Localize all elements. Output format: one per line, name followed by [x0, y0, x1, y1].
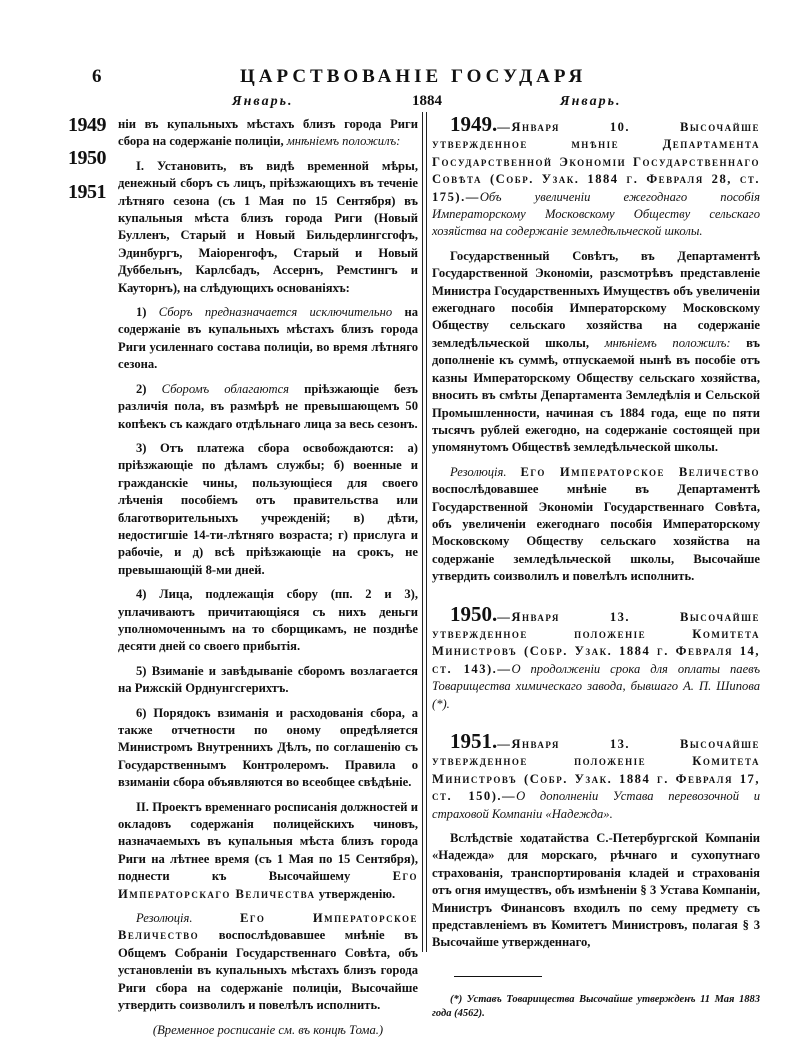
footnote: (*) Уставъ Товарищества Высочайше утвержденъ 11 Мая 1883 года (4562).: [432, 993, 760, 1019]
text: Объ увеличеніи ежегоднаго пособія Императорскому Московскому Обществу сельскаго хозяйства на содержаніе земледѣльческой школы.: [432, 189, 760, 239]
paragraph: 6) Порядокъ взиманія и расходованія сбора, а также отчетности по оному опредѣляется Министромъ Внутреннихъ Дѣлъ, по соглашенію съ Государственнымъ Контролеромъ. Правила о взиманіи сбора объявляются во всеобщее свѣдѣніе.: [118, 705, 418, 790]
entry-1950-heading: [432, 601, 760, 713]
paragraph: [118, 116, 418, 151]
text: воспослѣдовавшее мнѣніе въ Департаментѣ Государственной Экономіи Государственнаго Совѣта, объ увеличеніи ежегоднаго пособія Императорскому Московскому Обществу сельскаго хозяйства на содержаніе земледѣльческой школы, Высочайше утвердить соизволилъ и повелѣлъ исполнить.: [432, 482, 760, 584]
right-column: [432, 112, 760, 1021]
text: пріѣзжающіе безъ различія пола, въ размѣрѣ не превышающемъ 50 копѣекъ съ каждаго отдѣльнаго лица за весь сезонъ.: [118, 381, 418, 431]
year: 1884: [412, 93, 442, 109]
text: въ дополненіе къ суммѣ, отпускаемой нынѣ въ пособіе отъ казны Императорскому Обществу сельскаго хозяйства, вносить въ смѣты Департамента Земледѣлія и Сельской Промышленности, начиная съ 1884 года, еще по пяти тысячъ рублей ежегодно, на содержаніе состоящей при упомянутомъ Обществѣ земледѣльческой школы.: [432, 335, 760, 455]
text: мнѣніемъ положилъ:: [286, 134, 401, 149]
text: Государственный Совѣтъ, въ Департаментѣ Государственной Экономіи, разсмотрѣвъ представленіе Министра Государственныхъ Имуществъ объ увеличеніи ежегоднаго пособія Императорскому Московскому Обществу сельскаго хозяйства на содержаніе земледѣльческой школы,: [432, 248, 760, 350]
entry-number: 1951.: [450, 729, 498, 753]
resolution: [432, 464, 760, 586]
text: О дополненіи Устава перевозочной и страховой Компаніи «Надежда».: [432, 789, 760, 821]
margin-number-1950: 1950: [68, 147, 106, 169]
resolution: [118, 910, 418, 1014]
entry-1949-heading: [432, 112, 760, 241]
text: Резолюція.: [450, 464, 507, 479]
entry-number: 1950.: [450, 601, 498, 626]
text: 1): [136, 305, 159, 320]
paragraph: [118, 304, 418, 374]
month-left: Январь.: [232, 94, 294, 109]
text: Сборъ предназначается исключительно: [158, 305, 393, 320]
paragraph: [118, 799, 418, 903]
page-number: 6: [92, 66, 102, 87]
text: Резолюція.: [136, 911, 193, 926]
note: (Временное росписаніе см. въ концѣ Тома.): [152, 1022, 384, 1037]
paragraph: Вслѣдствіе ходатайства С.-Петербургской Компаніи «Надежда» для морскаго, рѣчнаго и сухопутнаго страхованія, транспортированія кладей и страхованія отъ огня имуществъ, объ измѣненіи § 3 Устава Компаніи, Министръ Финансовъ входилъ по сему предмету съ представленіемъ въ Комитетъ Министровъ, полагая § 3 Высочайше утвержденнаго,: [432, 831, 760, 950]
entry-number: 1949.: [450, 112, 498, 136]
running-title: ЦАРСТВОВАНІЕ ГОСУДАРЯ: [240, 66, 587, 87]
text: на содержаніе въ купальныхъ мѣстахъ близъ города Риги усиленнаго состава полиціи, во время лѣтняго сезона.: [118, 305, 419, 372]
text: Его Императорскаго Величества: [118, 869, 418, 901]
text: мнѣніемъ положилъ:: [604, 335, 731, 350]
text: ніи въ купальныхъ мѣстахъ близъ города Риги сбора на содержаніе полиціи,: [118, 117, 418, 149]
paragraph: [118, 381, 418, 433]
margin-number-1951: 1951: [68, 181, 106, 203]
left-column: [118, 116, 418, 1046]
text: —Января 13. Высочайше утвержденное положеніе Комитета Министровъ (Собр. Узак. 1884 г. Февраля 17, ст. 150).—: [432, 737, 760, 804]
text: Его Императорское Величество: [506, 464, 760, 479]
paragraph: 3) Отъ платежа сбора освобождаются: а) пріѣзжающіе по дѣламъ службы; б) военные и гражданскіе чины, пользующіеся для своего лѣченія пособіемъ отъ правительства или благотворительныхъ учрежденій; в) дѣти, недостигшіе 14-ти-лѣтняго возраста; г) прислуга и рабочіе, и д) всѣ пріѣзжающіе на срокъ, не превышающій 8-ми дней.: [118, 440, 418, 577]
footnote-rule: [454, 976, 542, 977]
margin-number-1949: 1949: [68, 114, 106, 136]
column-divider: [422, 112, 427, 952]
entry-1951-heading: [432, 729, 760, 823]
text: О продолженіи срока для оплаты паевъ Товарищества химическаго завода, бывшаго А. П. Шипова (*).: [432, 661, 760, 711]
text: II. Проектъ временнаго росписанія должностей и окладовъ содержанія полицейскихъ чиновъ, назначаемыхъ въ купальныя мѣста близъ города Риги на лѣтнее время (съ 1 Мая по 15 Сентября), поднести къ Высочайшему: [118, 799, 418, 884]
text: воспослѣдовавшее мнѣніе въ Общемъ Собраніи Государственнаго Совѣта, объ установленіи въ купальныхъ мѣстахъ близъ города Риги сбора на содержаніе полиціи, Высочайше утвердить соизволилъ и повелѣлъ исполнить.: [118, 928, 418, 1013]
text: —Января 10. Высочайше утвержденное мнѣніе Департамента Государственной Экономіи Государственнаго Совѣта (Собр. Узак. 1884 г. Февраля 28, ст. 175).—: [432, 120, 760, 204]
paragraph: I. Установить, въ видѣ временной мѣры, денежный сборъ съ лицъ, пріѣзжающихъ въ теченіе лѣтняго сезона (съ 1 Мая по 15 Сентября) въ купальныя мѣста близъ города Риги (Новый Булленъ, Старый и Новый Бильдерлингсгофъ, Эдинбургъ, Маіоренгофъ, Старый и Новый Дуббельнъ, Карлсбадъ, Ассернъ, Ремстингъ и Кауторнъ), на слѣдующихъ основаніяхъ:: [118, 158, 418, 295]
paragraph: 4) Лица, подлежащія сбору (пп. 2 и 3), уплачиваютъ причитающіяся съ нихъ деньги уполномоченнымъ на то сборщикамъ, не позднѣе десяти дней со своего прибытія.: [118, 587, 418, 654]
month-right: Январь.: [560, 94, 622, 109]
paragraph: 5) Взиманіе и завѣдываніе сборомъ возлагается на Рижскій Орднунгсгерихтъ.: [118, 663, 418, 696]
text: Его Императорское Величество: [118, 911, 418, 943]
text: —Января 13. Высочайше утвержденное положеніе Комитета Министровъ (Собр. Узак. 1884 г. Февраля 14, ст. 143).—: [432, 609, 760, 676]
text: утвержденію.: [315, 886, 396, 901]
text: Сборомъ облагаются: [161, 381, 290, 396]
text: 2): [136, 381, 162, 396]
paragraph: [432, 248, 760, 457]
